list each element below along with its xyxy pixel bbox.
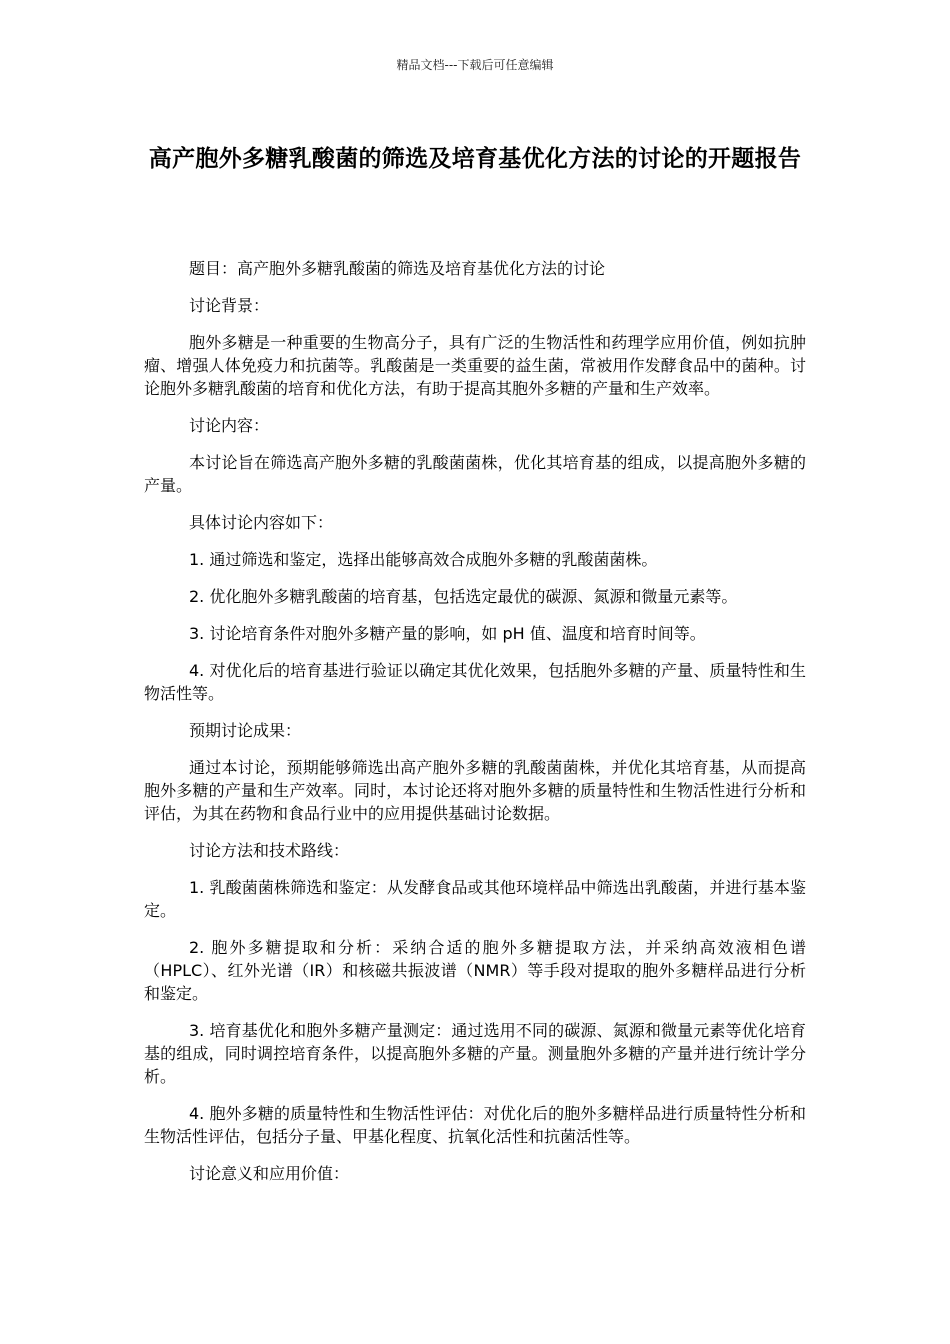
heading-methods: 讨论方法和技术路线： — [189, 841, 350, 860]
list-item-content-1: 1. 通过筛选和鉴定，选择出能够高效合成胞外多糖的乳酸菌菌株。 — [189, 550, 658, 569]
document-title: 高产胞外多糖乳酸菌的筛选及培育基优化方法的讨论的开题报告 — [148, 146, 802, 172]
list-item-method-1: 1. 乳酸菌菌株筛选和鉴定：从发酵食品或其他环境样品中筛选出乳酸菌，并进行基本鉴定。 — [144, 878, 806, 920]
document-body — [144, 257, 806, 1199]
heading-significance: 讨论意义和应用价值： — [189, 1164, 350, 1183]
paragraph-topic: 题目：高产胞外多糖乳酸菌的筛选及培育基优化方法的讨论 — [189, 259, 606, 278]
list-item-content-4: 4. 对优化后的培育基进行验证以确定其优化效果，包括胞外多糖的产量、质量特性和生物活性等。 — [144, 661, 806, 703]
paragraph-background: 胞外多糖是一种重要的生物高分子，具有广泛的生物活性和药理学应用价值，例如抗肿瘤、增强人体免疫力和抗菌等。乳酸菌是一类重要的益生菌，常被用作发酵食品中的菌种。讨论胞外多糖乳酸菌的培育和优化方法，有助于提高其胞外多糖的产量和生产效率。 — [144, 333, 806, 398]
paragraph-expected-results: 通过本讨论，预期能够筛选出高产胞外多糖的乳酸菌菌株，并优化其培育基，从而提高胞外多糖的产量和生产效率。同时，本讨论还将对胞外多糖的质量特性和生物活性进行分析和评估，为其在药物和食品行业中的应用提供基础讨论数据。 — [144, 758, 806, 823]
heading-background: 讨论背景： — [189, 296, 270, 315]
page-header: 精品文档---下载后可任意编辑 — [396, 58, 554, 72]
heading-specific-content: 具体讨论内容如下： — [189, 513, 334, 532]
list-item-method-4: 4. 胞外多糖的质量特性和生物活性评估：对优化后的胞外多糖样品进行质量特性分析和生物活性评估，包括分子量、甲基化程度、抗氧化活性和抗菌活性等。 — [144, 1104, 806, 1146]
list-item-method-2: 2. 胞外多糖提取和分析：采纳合适的胞外多糖提取方法，并采纳高效液相色谱（HPLC）、红外光谱（IR）和核磁共振波谱（NMR）等手段对提取的胞外多糖样品进行分析和鉴定。 — [144, 938, 806, 1003]
list-item-content-2: 2. 优化胞外多糖乳酸菌的培育基，包括选定最优的碳源、氮源和微量元素等。 — [189, 587, 738, 606]
heading-content: 讨论内容： — [189, 416, 270, 435]
list-item-method-3: 3. 培育基优化和胞外多糖产量测定：通过选用不同的碳源、氮源和微量元素等优化培育基的组成，同时调控培育条件，以提高胞外多糖的产量。测量胞外多糖的产量并进行统计学分析。 — [144, 1021, 806, 1086]
paragraph-content: 本讨论旨在筛选高产胞外多糖的乳酸菌菌株，优化其培育基的组成，以提高胞外多糖的产量。 — [144, 453, 806, 495]
list-item-content-3: 3. 讨论培育条件对胞外多糖产量的影响，如 pH 值、温度和培育时间等。 — [189, 624, 706, 643]
heading-expected-results: 预期讨论成果： — [189, 721, 302, 740]
